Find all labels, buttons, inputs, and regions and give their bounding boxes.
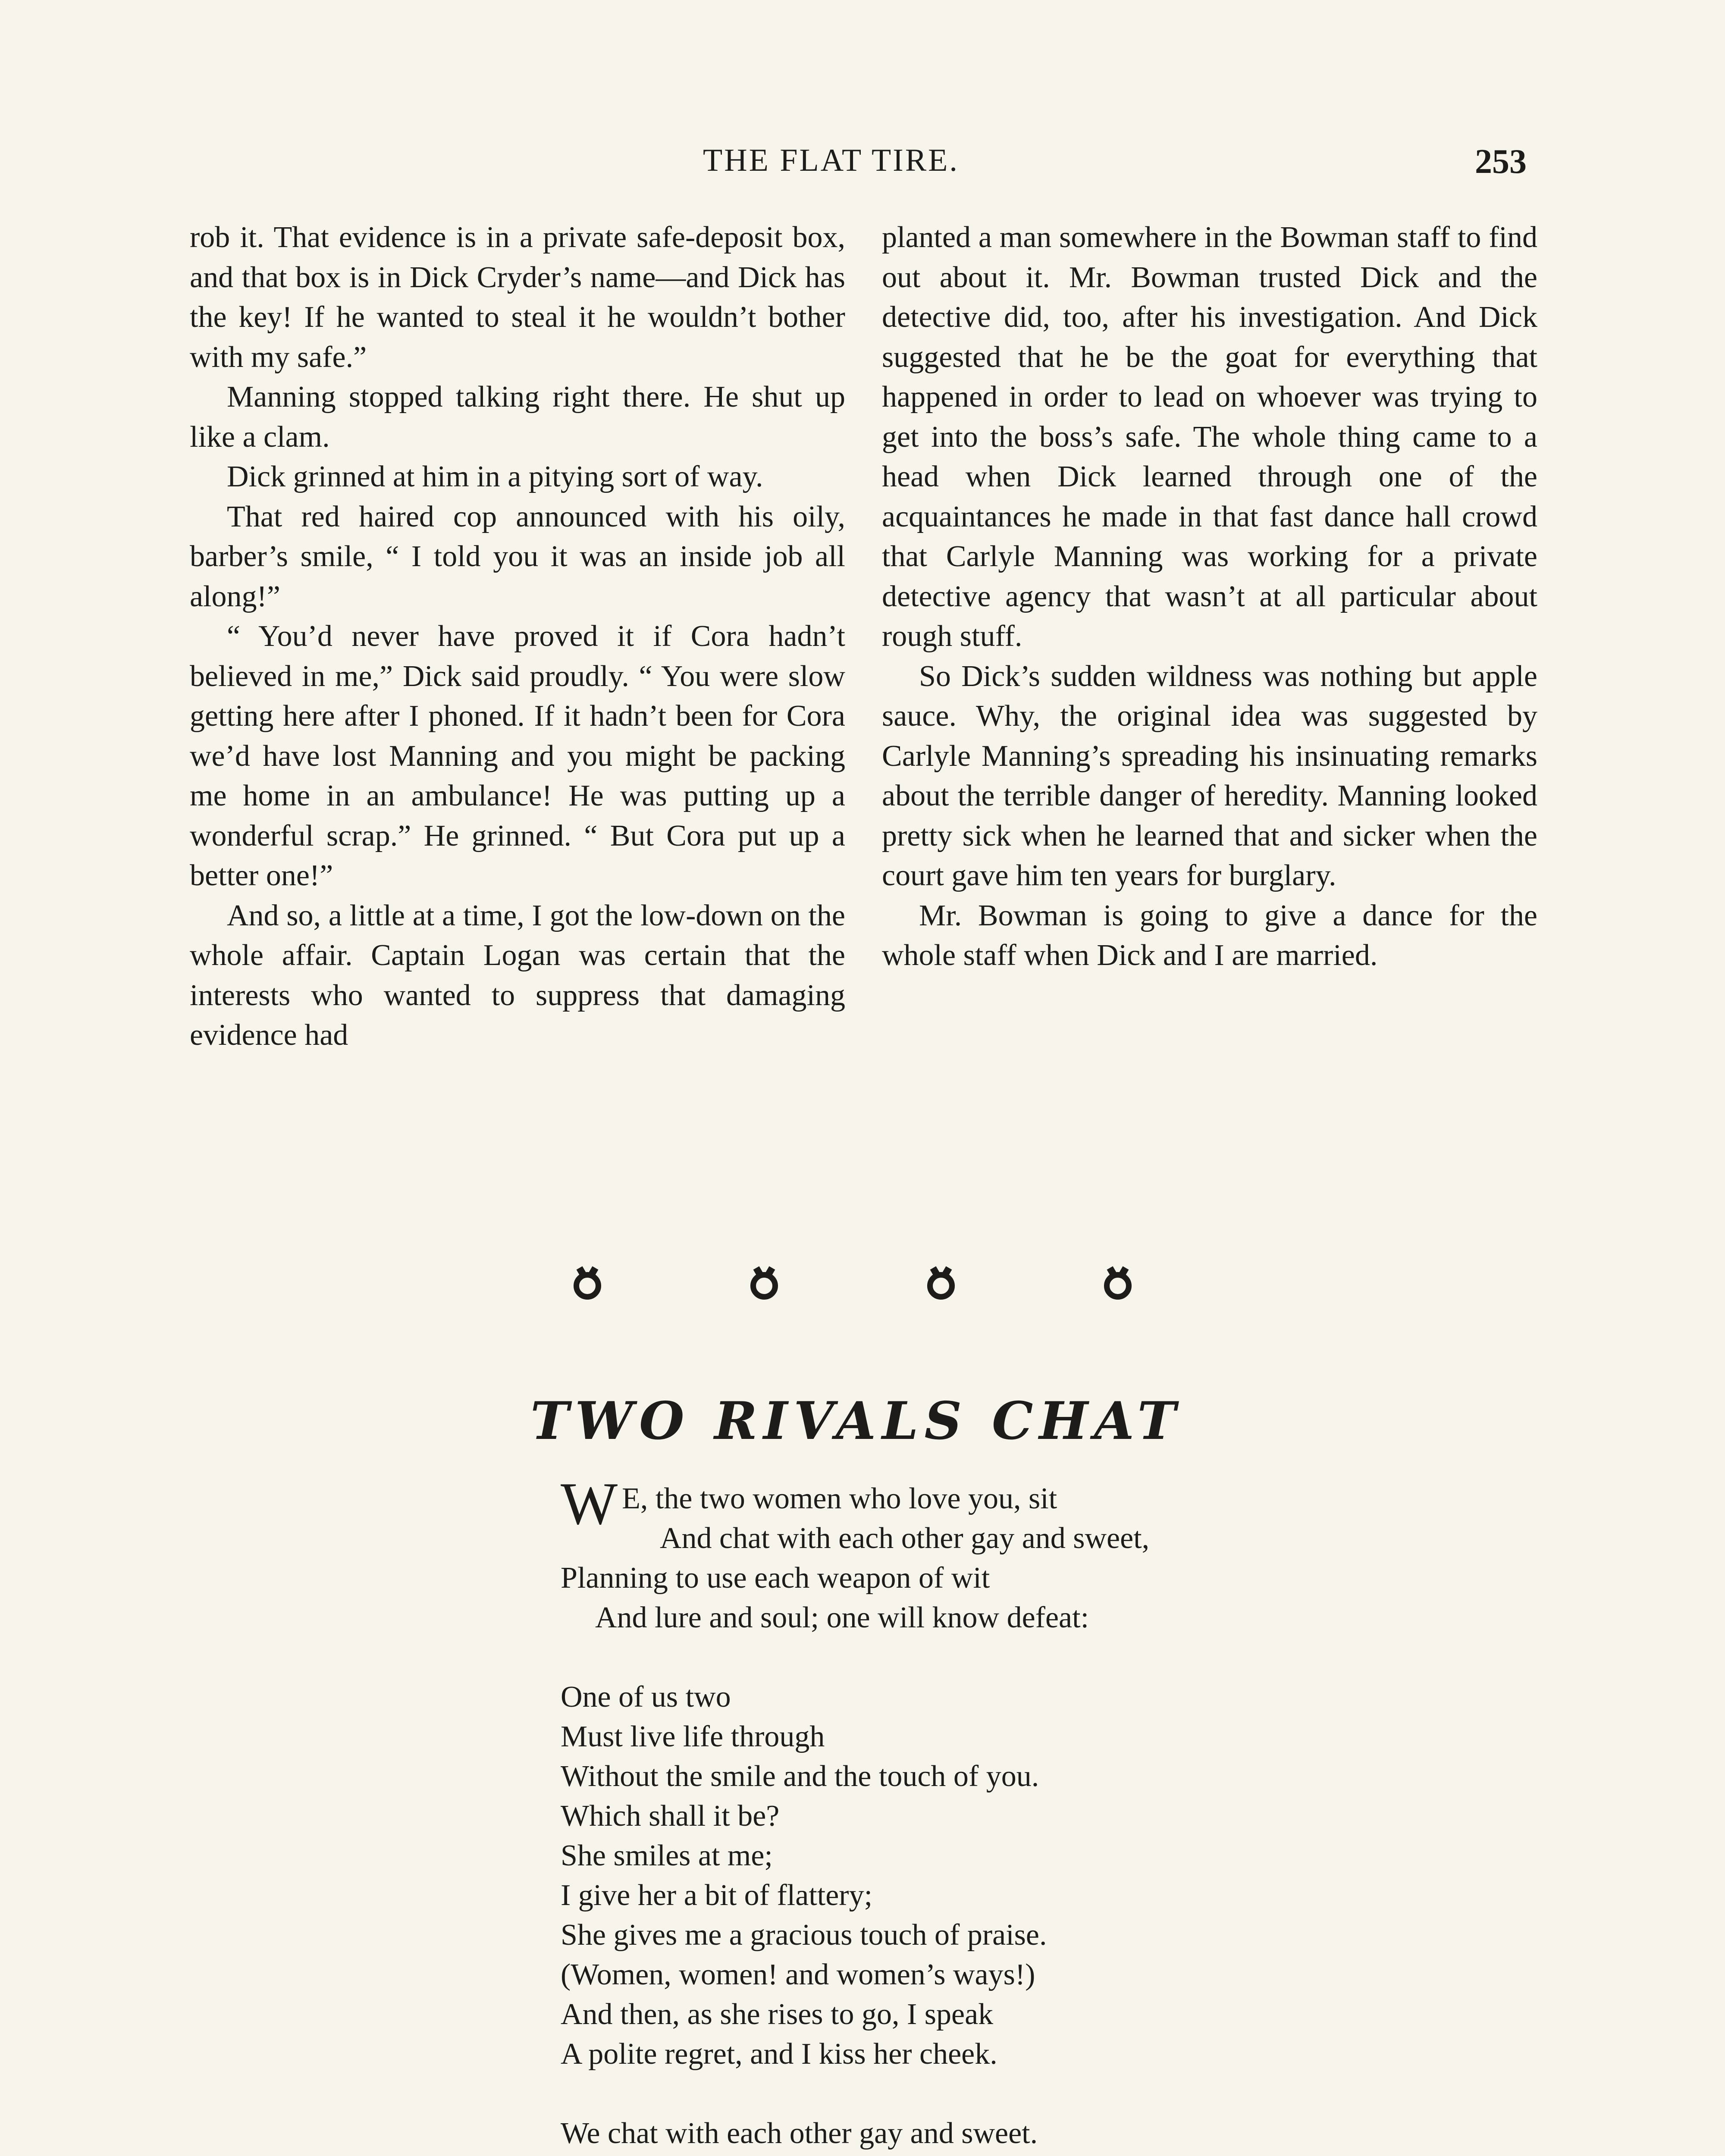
story-paragraph: Mr. Bowman is going to give a dance for the whole staff when Dick and I are married. (882, 899, 1537, 972)
page-number: 253 (1475, 143, 1527, 181)
page-header (0, 142, 1725, 185)
poem-line: One of us two (561, 1680, 731, 1714)
story-paragraph: So Dick’s sudden wildness was nothing but apple sauce. Why, the original idea was suggested by Carlyle Manning’s spreading his insinuating remarks about the terrible danger of heredity. Manning looked pretty sick when he learned that and sicker when the court gave him ten years for burglary. (882, 659, 1537, 892)
poem-line: A polite regret, and I kiss her cheek. (561, 2037, 997, 2071)
poem-line: Without the smile and the touch of you. (561, 1760, 1039, 1793)
running-title: THE FLAT TIRE. (703, 143, 959, 178)
story-paragraph: rob it. That evidence is in a private safe-deposit box, and that box is in Dick Cryder’s name—and Dick has the key! If he wanted to steal it he wouldn’t bother with my safe.” (190, 221, 845, 374)
section-divider-ornaments (574, 1272, 1173, 1311)
story-left-column (190, 218, 845, 1056)
drop-cap: W (561, 1470, 618, 1537)
poem-line: (Women, women! and women’s ways!) (561, 1958, 1035, 1991)
poem-line: E, the two women who love you, sit (622, 1482, 1057, 1515)
ornament-icon (1104, 1272, 1132, 1300)
poem-line: She gives me a gracious touch of praise. (561, 1918, 1047, 1952)
ornament-icon (927, 1272, 955, 1300)
poem-line: And chat with each other gay and sweet, (660, 1522, 1150, 1555)
story-paragraph: Manning stopped talking right there. He shut up like a clam. (190, 380, 845, 454)
story-paragraph: planted a man somewhere in the Bowman staff to find out about it. Mr. Bowman trusted Dick and the detective did, too, after his investigation. And Dick suggested that he be the goat for everything that happened in order to lead on whoever was trying to get into the boss’s safe. The whole thing came to a head when Dick learned through one of the acquaintances he made in that fast dance hall crowd that Carlyle Manning was working for a private detective agency that wasn’t at all particular about rough stuff. (882, 221, 1537, 653)
story-paragraph: Dick grinned at him in a pitying sort of way. (227, 460, 763, 493)
ornament-icon (750, 1272, 778, 1300)
poem-line (561, 2153, 1509, 2156)
poem-first-line (561, 1470, 1509, 1537)
poem-body (561, 1470, 1509, 2156)
poem-line: Must live life through (561, 1720, 825, 1753)
poem-line: And lure and soul; one will know defeat: (595, 1601, 1089, 1634)
poem-line: Which shall it be? (561, 1799, 780, 1833)
poem-line: Planning to use each weapon of wit (561, 1561, 990, 1595)
poem-line: We chat with each other gay and sweet. (561, 2117, 1038, 2150)
story-paragraph: And so, a little at a time, I got the low-down on the whole affair. Captain Logan was certain that the interests who wanted to suppress that damaging evidence had (190, 899, 845, 1052)
poem-line: She smiles at me; (561, 1839, 773, 1872)
story-paragraph: That red haired cop announced with his oily, barber’s smile, “ I told you it was an inside job all along!” (190, 500, 845, 613)
story-paragraph: “ You’d never have proved it if Cora hadn’t believed in me,” Dick said proudly. “ You were slow getting here after I phoned. If it hadn’t been for Cora we’d have lost Manning and you might be packing me home in an ambulance! He was putting up a wonderful scrap.” He grinned. “ But Cora put up a better one!” (190, 620, 845, 892)
poem-title: TWO RIVALS CHAT (530, 1391, 1182, 1451)
poem-line: And then, as she rises to go, I speak (561, 1998, 994, 2031)
story-right-column (882, 218, 1537, 976)
poem-line: I give her a bit of flattery; (561, 1879, 873, 1912)
ornament-icon (574, 1272, 601, 1300)
